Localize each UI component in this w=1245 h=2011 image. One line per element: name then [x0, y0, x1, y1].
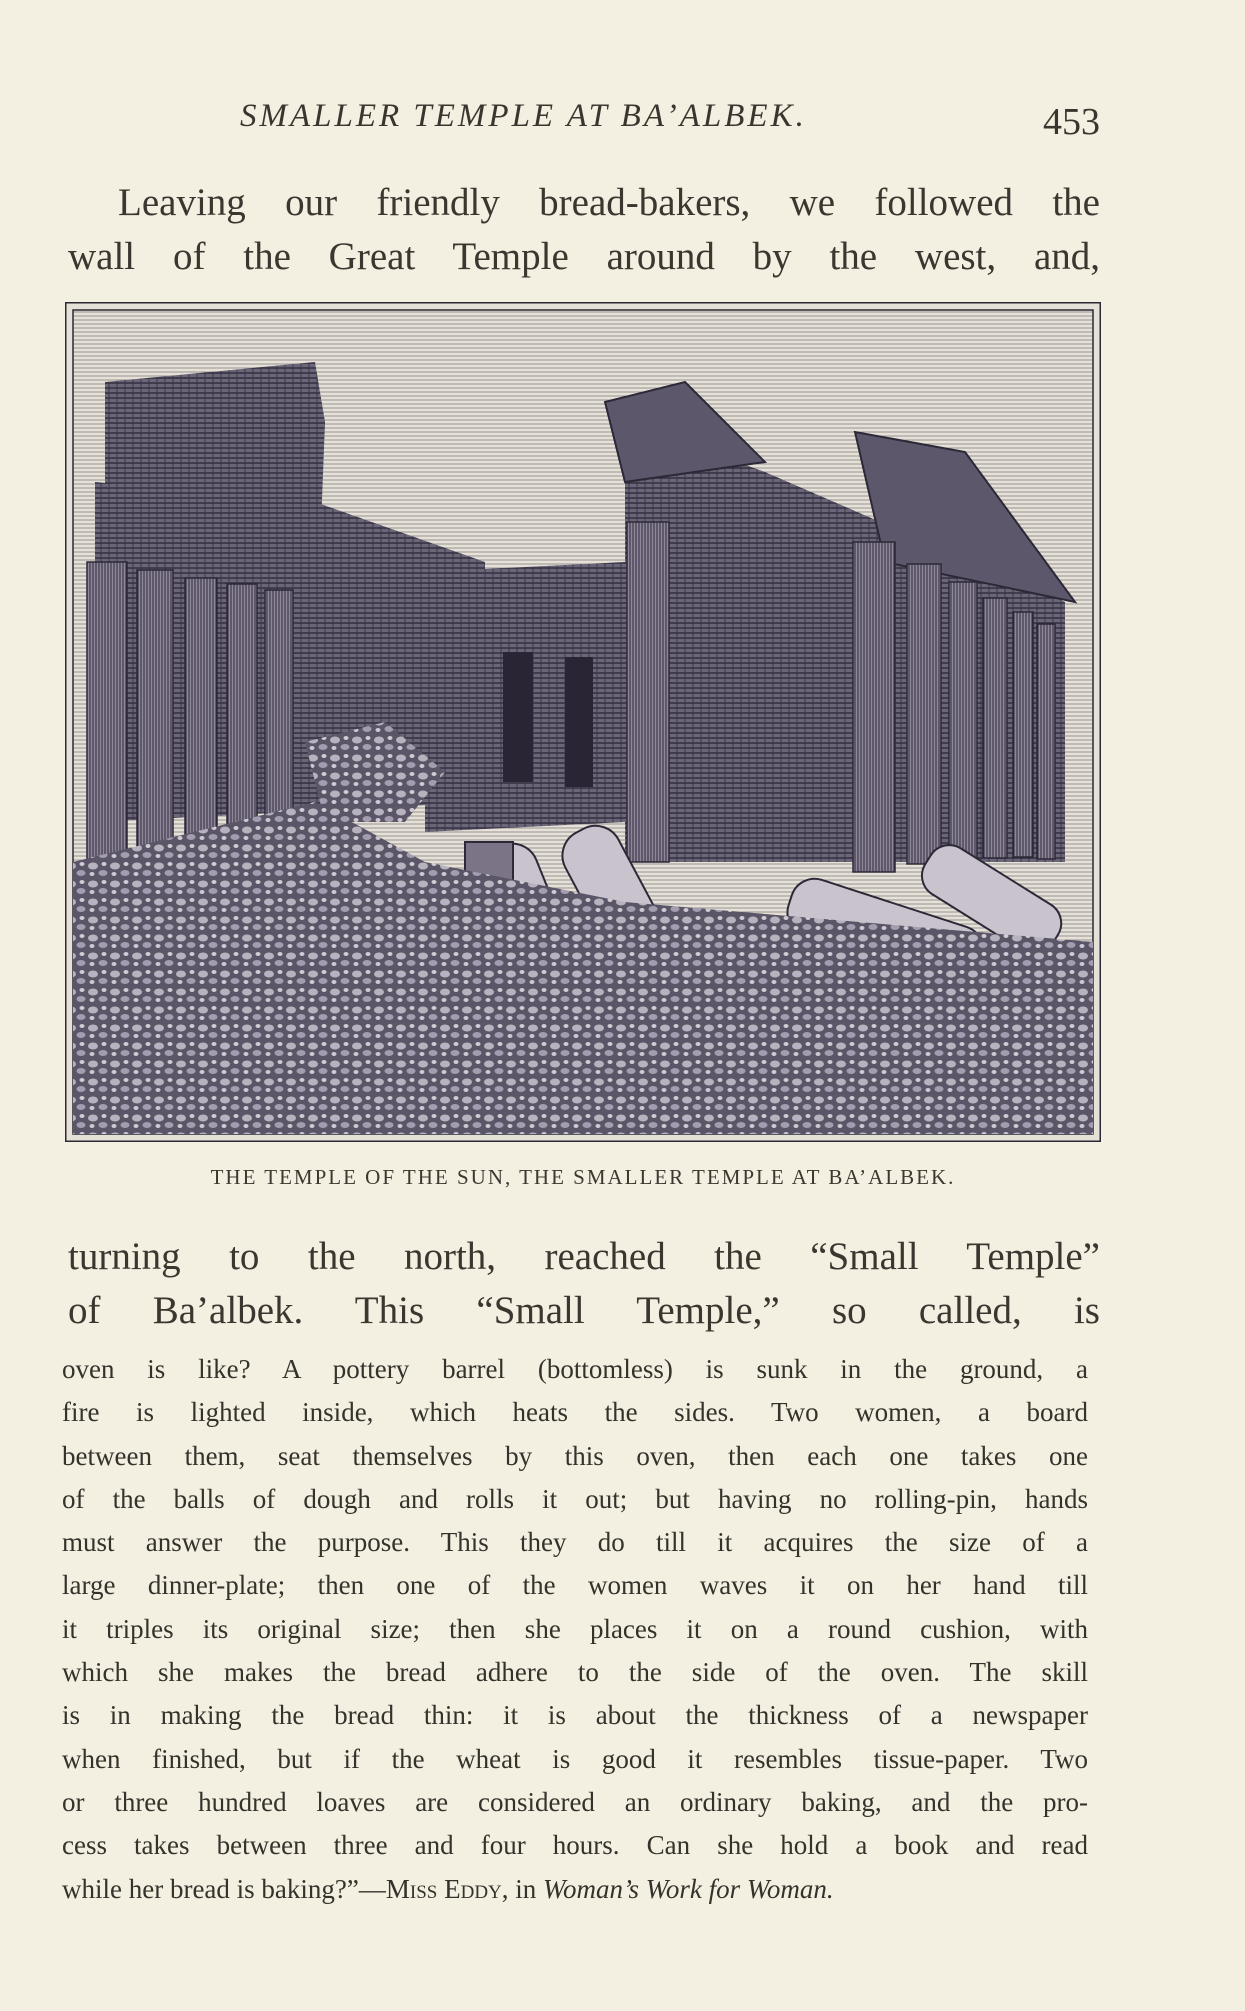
footnote-author: Miss Eddy: [385, 1873, 502, 1904]
footnote-line: oven is like? A pottery barrel (bottomless) is sunk in the ground, a: [62, 1354, 1088, 1384]
running-head: [75, 92, 1100, 152]
footnote-line: cess takes between three and four hours. Can she hold a book and read: [62, 1830, 1088, 1861]
footnote-line: or three hundred loaves are considered an ordinary baking, and the pro-: [62, 1786, 1088, 1817]
page-number: 453: [1043, 101, 1100, 143]
text-line: wall of the Great Temple around by the west, and,: [68, 235, 1100, 278]
footnote-connector: , in: [501, 1873, 544, 1904]
footnote-line: between them, seat themselves by this oven, then each one takes one: [62, 1440, 1088, 1471]
footnote-line: is in making the bread thin: it is about the thickness of a newspaper: [62, 1700, 1088, 1731]
footnote-line: large dinner-plate; then one of the women waves it on her hand till: [62, 1570, 1088, 1601]
intro-paragraph: [68, 176, 1100, 284]
text-line: of Ba’albek. This “Small Temple,” so called, is: [68, 1289, 1100, 1332]
footnote-last-line: [62, 1868, 1088, 1911]
text-line: Leaving our friendly bread-bakers, we followed the: [118, 181, 1100, 224]
footnote-line: must answer the purpose. This they do till it acquires the size of a: [62, 1527, 1088, 1558]
running-title: SMALLER TEMPLE AT BA’ALBEK.: [240, 98, 807, 134]
footnote-line: of the balls of dough and rolls it out; but having no rolling-pin, hands: [62, 1483, 1088, 1514]
continuation-paragraph: [68, 1230, 1100, 1338]
footnote-line: which she makes the bread adhere to the side of the oven. The skill: [62, 1657, 1088, 1688]
temple-engraving: [65, 302, 1101, 1142]
footnote-line: when finished, but if the wheat is good it resembles tissue-paper. Two: [62, 1743, 1088, 1774]
figure-caption: THE TEMPLE OF THE SUN, THE SMALLER TEMPLE AT BA’ALBEK.: [210, 1165, 956, 1189]
footnote-quote-end: while her bread is baking?”—: [62, 1873, 386, 1904]
footnote-line: it triples its original size; then she places it on a round cushion, with: [62, 1613, 1088, 1644]
footnote: [62, 1348, 1088, 1911]
footnote-line: fire is lighted inside, which heats the sides. Two women, a board: [62, 1397, 1088, 1428]
footnote-source: Woman’s Work for Woman.: [543, 1873, 834, 1904]
text-line: turning to the north, reached the “Small Temple”: [68, 1235, 1100, 1278]
